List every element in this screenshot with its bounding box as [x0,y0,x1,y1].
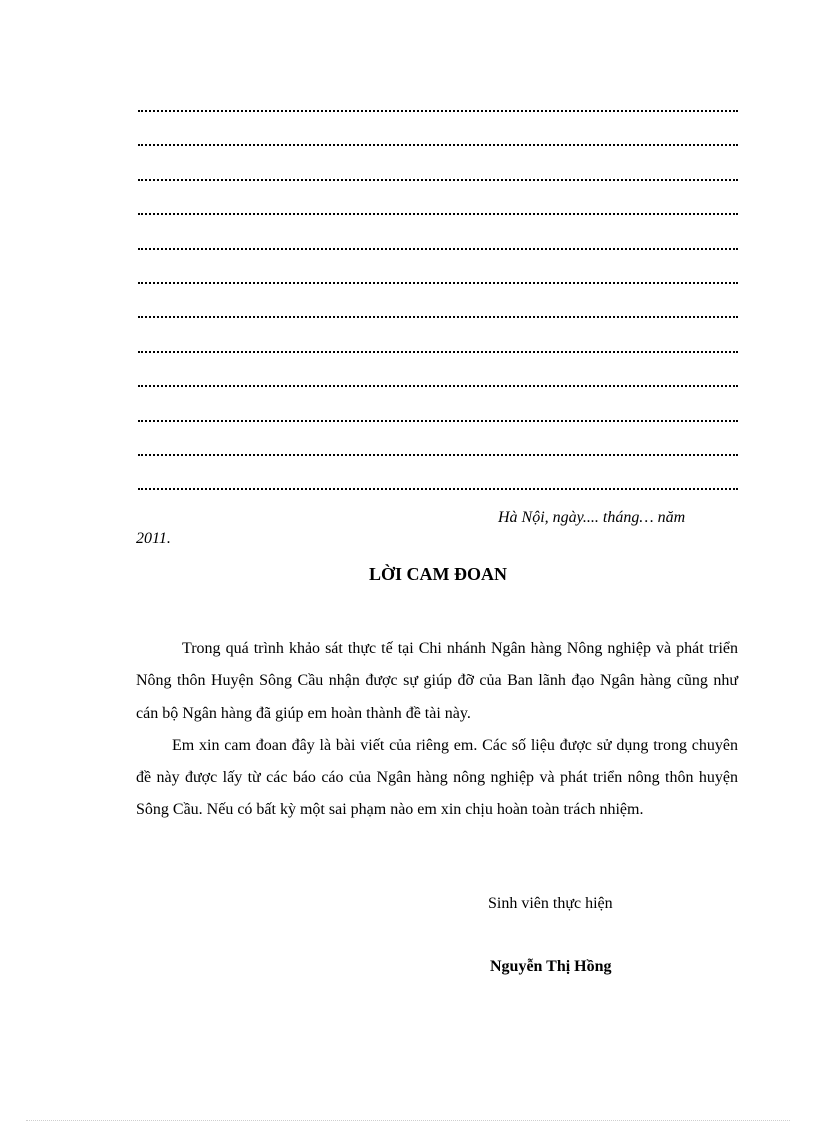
dotted-line [138,215,738,249]
declaration-body [136,633,738,827]
dotted-line [138,181,738,215]
dotted-line [138,250,738,284]
dotted-line [138,387,738,421]
date-year: 2011. [136,530,171,547]
dotted-line [138,456,738,490]
dotted-line [138,318,738,352]
dotted-line [138,284,738,318]
paragraph: Trong quá trình khảo sát thực tế tại Chi nhánh Ngân hàng Nông nghiệp và phát triển Nông thôn Huyện Sông Cầu nhận được sự giúp đỡ của Ban lãnh đạo Ngân hàng cũng như cán bộ Ngân hàng đã giúp em hoàn thành đề tài này. [136,640,738,722]
dotted-line [138,146,738,180]
page-title: LỜI CAM ĐOAN [369,564,507,584]
signer-name: Nguyễn Thị Hồng [490,958,612,975]
dotted-line [138,96,738,112]
footer-divider [26,1120,790,1121]
signer-label: Sinh viên thực hiện [488,895,613,912]
date-line: Hà Nội, ngày.... tháng… năm [498,509,686,526]
dotted-line [138,353,738,387]
paragraph: Em xin cam đoan đây là bài viết của riêng em. Các số liệu được sử dụng trong chuyên đề này được lấy từ các báo cáo của Ngân hàng nông nghiệp và phát triển nông thôn huyện Sông Cầu. Nếu có bất kỳ một sai phạm nào em xin chịu hoàn toàn trách nhiệm. [136,736,738,819]
dotted-line [138,112,738,146]
dotted-line [138,422,738,456]
dotted-lines-block [138,96,738,490]
